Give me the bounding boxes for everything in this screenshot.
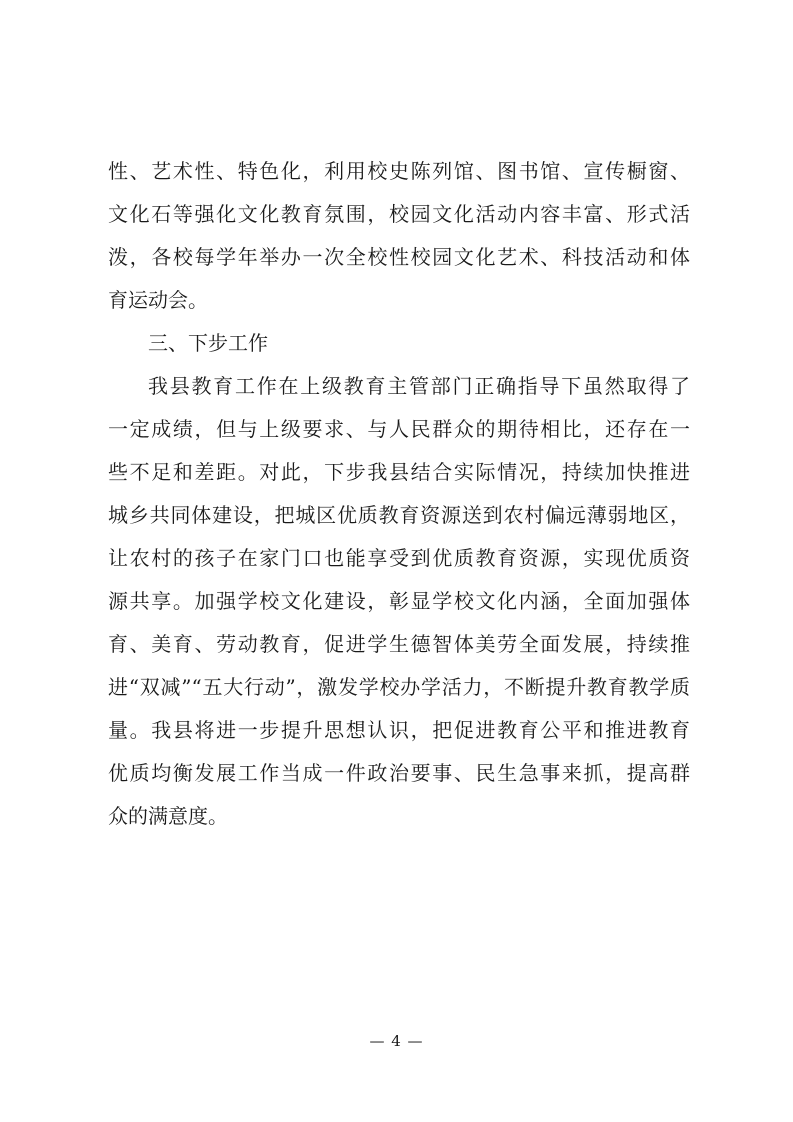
text-line: 育、美育、劳动教育，促进学生德智体美劳全面发展，持续推	[108, 632, 690, 656]
text-line: 进“双减”“五大行动”，激发学校办学活力，不断提升教育教学质	[108, 675, 690, 699]
paragraph-next-steps	[108, 365, 690, 838]
text-line: 文化石等强化文化教育氛围，校园文化活动内容丰富、形式活	[108, 202, 690, 226]
text-line: 众的满意度。	[108, 804, 228, 828]
text-line: 一定成绩，但与上级要求、与人民群众的期待相比，还存在一	[108, 417, 690, 441]
page-number: — 4 —	[369, 1032, 424, 1050]
text-line: 源共享。加强学校文化建设，彰显学校文化内涵，全面加强体	[108, 589, 690, 613]
document-body	[108, 150, 690, 838]
text-line: 泼，各校每学年举办一次全校性校园文化艺术、科技活动和体	[108, 245, 690, 269]
text-line: 性、艺术性、特色化，利用校史陈列馆、图书馆、宣传橱窗、	[108, 159, 690, 183]
text-line: 育运动会。	[108, 288, 208, 312]
text-line: 些不足和差距。对此，下步我县结合实际情况，持续加快推进	[108, 460, 690, 484]
text-line: 量。我县将进一步提升思想认识，把促进教育公平和推进教育	[108, 718, 690, 742]
section-heading: 三、下步工作	[148, 331, 268, 355]
paragraph-continuation	[108, 150, 690, 322]
text-line: 我县教育工作在上级教育主管部门正确指导下虽然取得了	[148, 374, 690, 398]
text-line: 城乡共同体建设，把城区优质教育资源送到农村偏远薄弱地区，	[108, 503, 690, 527]
text-line: 优质均衡发展工作当成一件政治要事、民生急事来抓，提高群	[108, 761, 690, 785]
text-line: 让农村的孩子在家门口也能享受到优质教育资源，实现优质资	[108, 546, 690, 570]
